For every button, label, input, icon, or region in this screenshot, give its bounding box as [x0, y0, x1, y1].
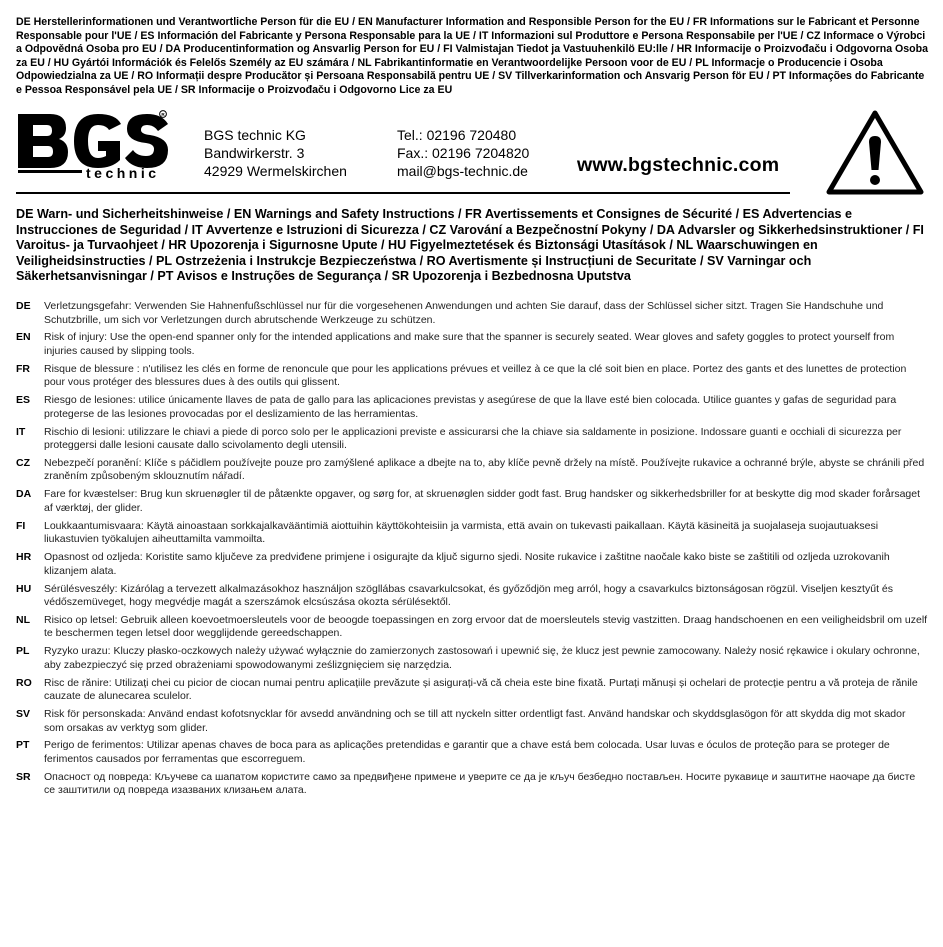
warning-triangle-icon: [825, 108, 925, 196]
warning-es: [16, 394, 928, 421]
language-code: PT: [16, 739, 30, 752]
company-street: Bandwirkerstr. 3: [204, 145, 305, 161]
warning-en: [16, 331, 928, 358]
company-phone: Tel.: 02196 720480: [397, 127, 517, 143]
warnings-list: [16, 300, 928, 802]
warning-text: Sérülésveszély: Kizárólag a tervezett alkalmazásokhoz használjon szögllábas csavarkulcsokat, és győződjön meg arról, hogy a csavarkulcs biztonságosan rögzül. Viseljen kesztyűt és védőszemüveget, hogy megvédje magát a szerszámok elcsúszása okozta sérülésektől.: [44, 582, 893, 609]
company-city: 42929 Wermelskirchen: [204, 163, 347, 179]
language-code: EN: [16, 331, 31, 344]
warning-text: Risque de blessure : n'utilisez les clés en forme de renoncule que pour les applications prévues et veillez à ce que la clé soit bien en place. Portez des gants et des lunettes de protection pour vous protéger des blessures dues à des outils qui glissent.: [44, 362, 907, 389]
warning-de: [16, 300, 928, 327]
warning-fi: [16, 520, 928, 547]
company-name: BGS technic KG: [204, 127, 306, 143]
language-code: FR: [16, 362, 30, 375]
warning-text: Verletzungsgefahr: Verwenden Sie Hahnenfußschlüssel nur für die vorgesehenen Anwendungen und achten Sie darauf, dass der Schlüssel sicher sitzt. Tragen Sie Handschuhe und Schutzbrille, um sich vor Verletzungen durch abrutschende Werkzeuge zu schützen.: [44, 300, 884, 326]
warning-text: Risc de rănire: Utilizați chei cu picior de ciocan numai pentru aplicațiile prevăzute și asigurați-vă că cheia este bine fixată. Purtați mănuși și ochelari de protecție pentru a vă proteja de rănile cauzate de alunecarea sculelor.: [44, 676, 918, 703]
warning-hu: [16, 583, 928, 610]
warning-it: [16, 426, 928, 453]
warning-fr: [16, 363, 928, 390]
warning-text: Perigo de ferimentos: Utilizar apenas chaves de boca para as aplicações pretendidas e garantir que a chave está bem colocada. Usar luvas e óculos de proteção para se proteger de ferimentos causados por ferramentas que escorreguem.: [44, 739, 890, 765]
warning-sr: [16, 771, 928, 798]
warnings-heading: DE Warn- und Sicherheitshinweise / EN Warnings and Safety Instructions / FR Avertissements et Consignes de Sécurité / ES Advertencias e Instrucciones de Seguridad / IT Avvertenze e Istruzioni di Sicurezza / CZ Varování a Bezpečnostní Pokyny / DA Advarsler og Sikkerhedsinstruktioner / FI Varoitus- ja Turvaohjeet / HR Upozorenja i Sigurnosne Upute / HU Figyelmeztetések és Biztonsági Utasítások / NL Waarschuwingen en Veiligheidsinstructies / PL Ostrzeżenia i Instrukcje Bezpieczeństwa / RO Avertismente și Instrucțiuni de Securitate / SV Varningar och Säkerhetsanvisningar / PT Avisos e Instruções de Segurança / SR Upozorenja i Bezbednosna Uputstva: [16, 207, 924, 284]
company-fax: Fax.: 02196 7204820: [397, 145, 530, 161]
language-code: ES: [16, 394, 31, 407]
warning-text: Risk of injury: Use the open-end spanner only for the intended applications and make sure that the spanner is securely seated. Wear gloves and safety goggles to protect yourself from injuries caused by slipping tools.: [44, 331, 895, 357]
language-code: FI: [16, 519, 26, 532]
manufacturer-info-heading: DE Herstellerinformationen und Verantwortliche Person für die EU / EN Manufacturer Information and Responsible Person for the EU / FR Informations sur le Fabricant et Personne Responsable pour l'UE / ES Información del Fabricante y Persona Responsable para la UE / IT Informazioni sul Produttore e Persona Responsabile per l'UE / CZ Informace o Výrobci a Odpovědná Osoba pro EU / DA Producentinformation og Ansvarlig Person for EU / FI Valmistajan Tiedot ja Vastuuhenkilö EU:lle / HR Informacije o Proizvođaču i Odgovorna Osoba za EU / HU Gyártói Információk és Felelős Személy az EU számára / NL Fabrikantinformatie en Verantwoordelijke Persoon voor de EU / PL Informacje o Producencie i Osoba Odpowiedzialna za UE / RO Informații despre Producător și Persoana Responsabilă pentru UE / SV Tillverkarinformation och Ansvarig Person för EU / PT Informações do Fabricante e Pessoa Responsável pela UE / SR Informacije o Proizvođaču i Odgovorno Lice za EU: [16, 16, 928, 96]
warning-nl: [16, 614, 928, 641]
warning-text: Nebezpečí poranění: Klíče s páčidlem používejte pouze pro zamýšlené aplikace a dbejte na to, aby klíče pevně držely na místě. Používejte rukavice a ochranné brýle, abyste se chránili před zraněním způsobeným sklouznutím nářadí.: [44, 456, 925, 483]
warning-sv: [16, 708, 928, 735]
warning-pl: [16, 645, 928, 672]
language-code: DE: [16, 300, 31, 312]
language-code: IT: [16, 425, 26, 438]
warning-pt: [16, 739, 928, 766]
bgs-technic-logo: [16, 110, 170, 180]
svg-text:technic: technic: [86, 165, 160, 180]
warning-cz: [16, 457, 928, 484]
company-website: www.bgstechnic.com: [577, 154, 780, 176]
warning-text: Opasnost od ozljeda: Koristite samo ključeve za predviđene primjene i osigurajte da ključ sigurno sjedi. Nosite rukavice i zaštitne naočale kako biste se zaštitili od ozljeda uzrokovanih klizanjem alata.: [44, 551, 890, 577]
warning-da: [16, 488, 928, 515]
language-code: CZ: [16, 456, 30, 469]
header-divider: [16, 192, 790, 194]
warning-text: Fare for kvæstelser: Brug kun skruenøgler til de påtænkte opgaver, og sørg for, at skruenøglen sidder godt fast. Brug handsker og sikkerhedsbriller for at beskytte dig mod skader forårsaget af værktøj, der glider.: [44, 488, 921, 514]
language-code: HR: [16, 551, 32, 564]
language-code: PL: [16, 645, 30, 658]
language-code: SR: [16, 770, 31, 783]
company-address: [204, 126, 347, 180]
language-code: HU: [16, 582, 32, 595]
warning-text: Опасност од повреда: Кључеве са шапатом користите само за предвиђене примене и уверите се да је кључ безбедно постављен. Носите рукавице и заштитне наочаре да бисте се заштитили од повреда изазваних клизањем алата.: [44, 770, 916, 797]
company-mail: mail@bgs-technic.de: [397, 163, 528, 179]
warning-text: Rischio di lesioni: utilizzare le chiavi a piede di porco solo per le applicazioni previste e assicurarsi che la chiave sia saldamente in posizione. Indossare guanti e occhiali di sicurezza per proteggersi dalle lesioni causate dallo scivolamento degli utensili.: [44, 425, 902, 452]
warning-text: Riesgo de lesiones: utilice únicamente llaves de pata de gallo para las aplicaciones previstas y asegúrese de que la llave esté bien colocada. Utilice guantes y gafas de seguridad para protegerse de las lesiones provocadas por el deslizamiento de las herramientas.: [44, 394, 897, 420]
svg-text:R: R: [161, 111, 165, 117]
language-code: DA: [16, 488, 32, 501]
company-contact: [397, 126, 529, 180]
warning-hr: [16, 551, 928, 578]
warning-ro: [16, 677, 928, 704]
language-code: SV: [16, 708, 31, 721]
warning-text: Risk för personskada: Använd endast kofotsnycklar för avsedd användning och se till att nyckeln sitter ordentligt fast. Använd handskar och skyddsglasögon för att skydda dig mot skador som orsakas av verktyg som glider.: [44, 708, 906, 734]
language-code: NL: [16, 613, 30, 626]
warning-text: Risico op letsel: Gebruik alleen koevoetmoersleutels voor de beoogde toepassingen en zorg ervoor dat de moersleutels stevig vastzitten. Draag handschoenen en een veiligheidsbril om uzelf te beschermen tegen letsel door wegglijdende gereedschappen.: [44, 613, 928, 640]
warning-text: Ryzyko urazu: Kluczy płasko-oczkowych należy używać wyłącznie do zamierzonych zastosowań i upewnić się, że klucz jest pewnie zamocowany. Należy nosić rękawice i okulary ochronne, aby zabezpieczyć się przed obrażeniami spowodowanymi ześlizgnięciem się narzędzia.: [44, 645, 920, 671]
warning-text: Loukkaantumisvaara: Käytä ainoastaan sorkkajalkavääntimiä aiottuihin käyttökohteisiin ja varmista, että avain on tukevasti paikallaan. Käytä käsineitä ja suojalaseja suojautuaksesi liukastuvien työkalujen aiheuttamilta vammoilta.: [44, 519, 879, 546]
language-code: RO: [16, 676, 32, 689]
